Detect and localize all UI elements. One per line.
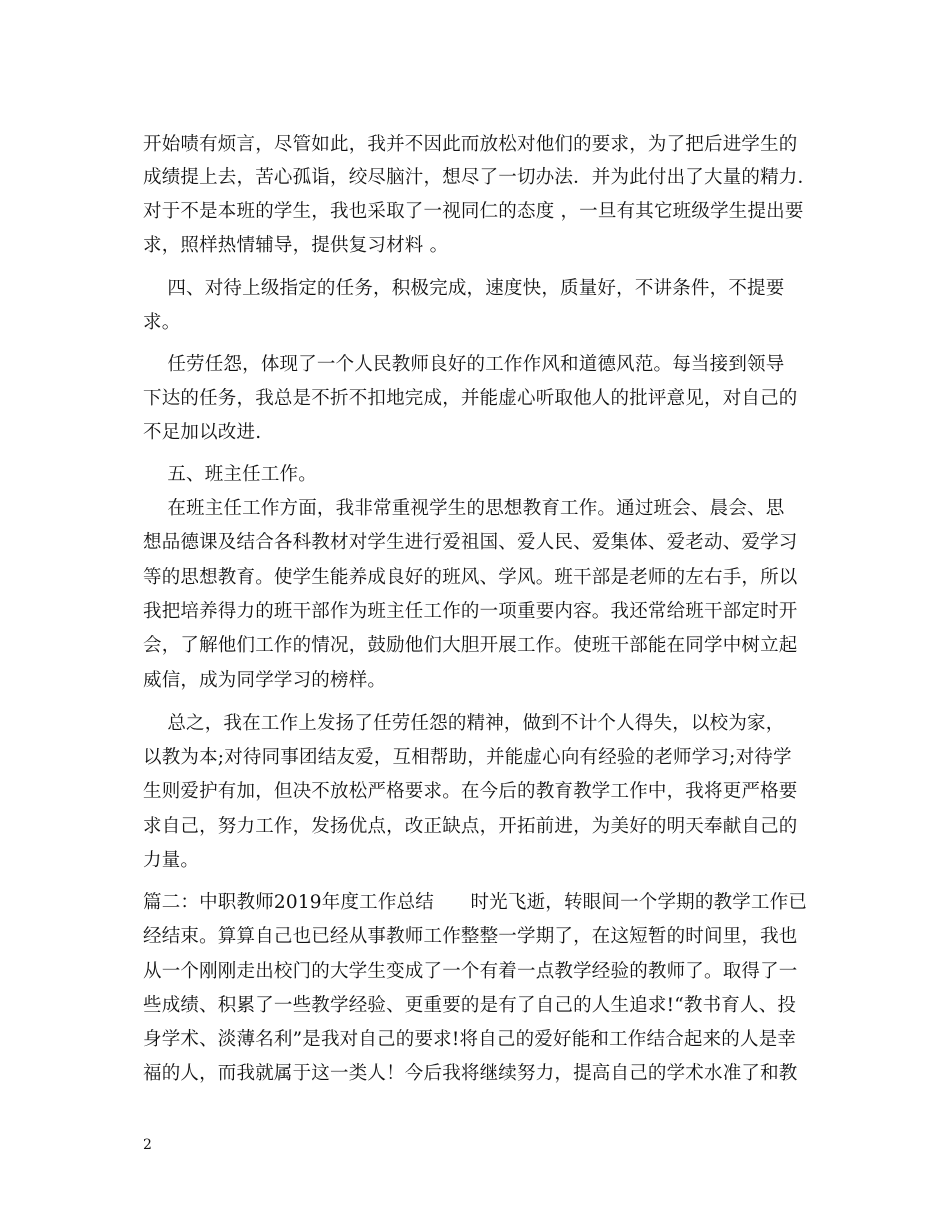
text-line: 下达的任务，我总是不折不扣地完成，并能虚心听取他人的批评意见，对自己的	[143, 388, 798, 409]
text-line: 篇二：中职教师2019年度工作总结 时光飞逝，转眼间一个学期的教学工作已	[143, 892, 808, 913]
text-line: 成绩提上去，苦心孤诣，绞尽脑汁，想尽了一切办法．并为此付出了大量的精力．	[143, 167, 817, 188]
text-line: 从一个刚刚走出校门的大学生变成了一个有着一点教学经验的教师了。取得了一	[143, 961, 798, 982]
text-line: 对于不是本班的学生，我也采取了一视同仁的态度 ，一旦有其它班级学生提出要	[143, 201, 804, 222]
text-line: 福的人，而我就属于这一类人！今后我将继续努力，提高自己的学术水准了和教	[143, 1063, 798, 1084]
text-line: 五、班主任工作。	[143, 464, 317, 485]
text-line: 威信，成为同学学习的榜样。	[143, 670, 387, 691]
text-line: 求自己，努力工作，发扬优点，改正缺点，开拓前进，为美好的明天奉献自己的	[143, 816, 798, 837]
page-number: 2	[143, 1137, 152, 1153]
text-line: 身学术、淡薄名利”是我对自己的要求!将自己的爱好能和工作结合起来的人是幸	[143, 1029, 797, 1050]
text-line: 四、对待上级指定的任务，积极完成，速度快，质量好，不讲条件，不提要	[143, 278, 785, 299]
text-line: 求，照样热情辅导，提供复习材料 。	[143, 235, 449, 256]
text-line: 经结束。算算自己也已经从事教师工作整整一学期了，在这短暂的时间里，我也	[143, 926, 798, 947]
text-line: 任劳任怨，体现了一个人民教师良好的工作作风和道德风范。每当接到领导	[143, 354, 785, 375]
text-line: 以教为本;对待同事团结友爱，互相帮助，并能虚心向有经验的老师学习;对待学	[143, 747, 792, 768]
text-line: 在班主任工作方面，我非常重视学生的思想教育工作。通过班会、晨会、思	[143, 498, 785, 519]
text-line: 等的思想教育。使学生能养成良好的班风、学风。班干部是老师的左右手，所以	[143, 567, 798, 588]
text-line: 些成绩、积累了一些教学经验、更重要的是有了自己的人生追求!“教书育人、投	[143, 995, 797, 1016]
text-line: 开始啧有烦言，尽管如此，我并不因此而放松对他们的要求，为了把后进学生的	[143, 134, 798, 155]
text-line: 求。	[143, 312, 181, 333]
text-line: 会，了解他们工作的情况，鼓励他们大胆开展工作。使班干部能在同学中树立起	[143, 635, 798, 656]
text-line: 总之，我在工作上发扬了任劳任怨的精神，做到不计个人得失，以校为家，	[143, 713, 785, 734]
text-line: 不足加以改进.	[143, 422, 262, 443]
text-line: 力量。	[143, 850, 200, 871]
text-line: 想品德课及结合各科教材对学生进行爱祖国、爱人民、爱集体、爱老动、爱学习	[143, 532, 798, 553]
text-line: 我把培养得力的班干部作为班主任工作的一项重要内容。我还常给班干部定时开	[143, 601, 798, 622]
text-line: 生则爱护有加，但决不放松严格要求。在今后的教育教学工作中，我将更严格要	[143, 781, 798, 802]
